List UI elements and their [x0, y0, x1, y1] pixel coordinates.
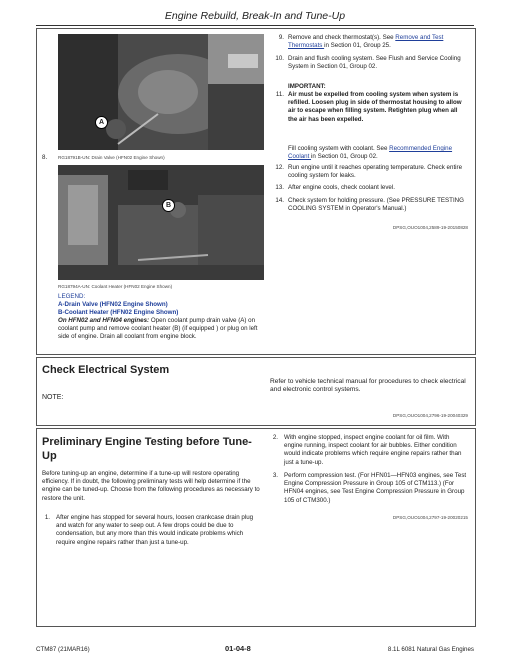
callout-b — [162, 199, 175, 212]
electrical-note: NOTE: — [42, 394, 64, 401]
callout-a — [95, 116, 108, 129]
legend-item-b: B-Coolant Heater (HFN02 Engine Shown) — [58, 309, 179, 316]
section1-ref: DPSG,OUO1004,2589-19-20150828 — [392, 225, 468, 230]
prelim-step-3-text: Perform compression test. (For HFN01—HFN03 engines, see Test Engine Compression Pressure in Group 105 of CTM113.) (For HFN04 engines, see Test Engine Compression Pressure in Group 105 of CTM300.) — [284, 472, 467, 504]
step8-body — [58, 317, 264, 342]
legend-item-a: A-Drain Valve (HFN02 Engine Shown) — [58, 301, 168, 308]
step-11-number: 11. — [275, 91, 284, 98]
fill-coolant — [288, 145, 468, 161]
section2-ref: DPSG,OUO1004,2796-19-20040329 — [392, 413, 468, 418]
electrical-body: Refer to vehicle technical manual for procedures to check electrical and electronic control systems. — [270, 378, 466, 394]
fill-pre: Fill cooling system with coolant. See — [288, 145, 390, 152]
step-13-number: 13. — [275, 184, 284, 191]
important-label: IMPORTANT: — [288, 83, 326, 90]
drain-valve-image — [58, 34, 264, 150]
step-9-post: in Section 01, Group 25. — [324, 42, 391, 50]
legend-title: LEGEND: — [58, 293, 86, 300]
preliminary-title: Preliminary Engine Testing before Tune-Up — [42, 436, 252, 462]
footer-manual: CTM87 (21MAR16) — [36, 646, 90, 653]
section3-ref: DPSG,OUO1004,2797-19-20020215 — [392, 515, 468, 520]
right-steps — [270, 34, 468, 354]
step-9-number: 9. — [278, 34, 284, 41]
electrical-title: Check Electrical System — [42, 364, 170, 376]
preliminary-left-steps — [42, 514, 264, 574]
photo2-caption: RG18794A-UN: Coolant Heater (HFN02 Engine Shown) — [58, 284, 173, 289]
step-14-number: 14. — [275, 197, 284, 204]
step-12-text: Run engine until it reaches operating temperature. Check entire cooling system for leaks. — [288, 164, 463, 180]
step-12-number: 12. — [275, 164, 284, 171]
callout-a-label: A — [98, 119, 105, 126]
step-9-text — [288, 34, 468, 50]
step-14-text: Check system for holding pressure. (See PRESSURE TESTING COOLING SYSTEM in Operator's Manual.) — [288, 197, 464, 213]
step8-body-text: Open coolant pump drain valve (A) on coolant pump and remove coolant heater (B) (if equipped ) or plug on left side of engine. Drain all coolant from engine block. — [58, 317, 258, 341]
step-13-text: After engine cools, check coolant level. — [288, 184, 395, 191]
header-rule — [36, 25, 474, 26]
prelim-step-2-number: 2. — [272, 434, 278, 441]
photo1-caption: RG18791B-UN: Drain Valve (HFN02 Engine Shown) — [58, 155, 165, 160]
remove-test-thermostats-link[interactable]: Remove and Test Thermostats — [288, 34, 444, 50]
preliminary-intro: Before tuning-up an engine, determine if a tune-up will restore operating efficiency. If in doubt, the following preliminary tests will help determine if the engine can be tuned-up. Choose from the following procedures as necessary to restore the unit. — [42, 470, 260, 502]
prelim-step-1-number: 1. — [44, 514, 50, 521]
step-9-pre: Remove and check thermostat(s). See — [288, 34, 396, 41]
step-11-text: Air must be expelled from cooling system when system is refilled. Loosen plug in side of thermostat housing to allow air to escape when filling system. Retighten plug when all the air has been expelled. — [288, 91, 462, 123]
recommended-engine-coolant-link[interactable]: Recommended Engine Coolant — [288, 145, 453, 161]
coolant-heater-photo — [58, 165, 264, 280]
prelim-step-1-text: After engine has stopped for several hours, loosen crankcase drain plug and watch for any water to seep out. A few drops could be due to condensation, but any more than this would indicate problems which require engine repairs rather than just a tune-up. — [56, 514, 254, 546]
step8-body-lead: On HFN02 and HFN04 engines: — [58, 317, 150, 324]
drain-valve-photo — [58, 34, 264, 150]
fill-post: in Section 01, Group 02. — [311, 153, 378, 161]
step-10-text: Drain and flush cooling system. See Flush and Service Cooling System in Section 01, Group 02. — [288, 55, 461, 71]
step-10-number: 10. — [275, 55, 284, 62]
coolant-heater-image — [58, 165, 264, 280]
step-number-8: 8. — [42, 154, 48, 161]
page-header: Engine Rebuild, Break-In and Tune-Up — [164, 10, 346, 22]
footer-engine: 8.1L 6081 Natural Gas Engines — [387, 646, 474, 653]
callout-b-label: B — [165, 202, 172, 209]
footer-page-number: 01-04-8 — [225, 644, 251, 653]
preliminary-right-steps — [270, 434, 468, 534]
prelim-step-2-text: With engine stopped, inspect engine coolant for oil film. With engine running, inspect coolant for air bubbles. Either condition would indicate problems which require engine repairs rather than just a tune-up. — [284, 434, 462, 466]
prelim-step-3-number: 3. — [272, 472, 278, 479]
